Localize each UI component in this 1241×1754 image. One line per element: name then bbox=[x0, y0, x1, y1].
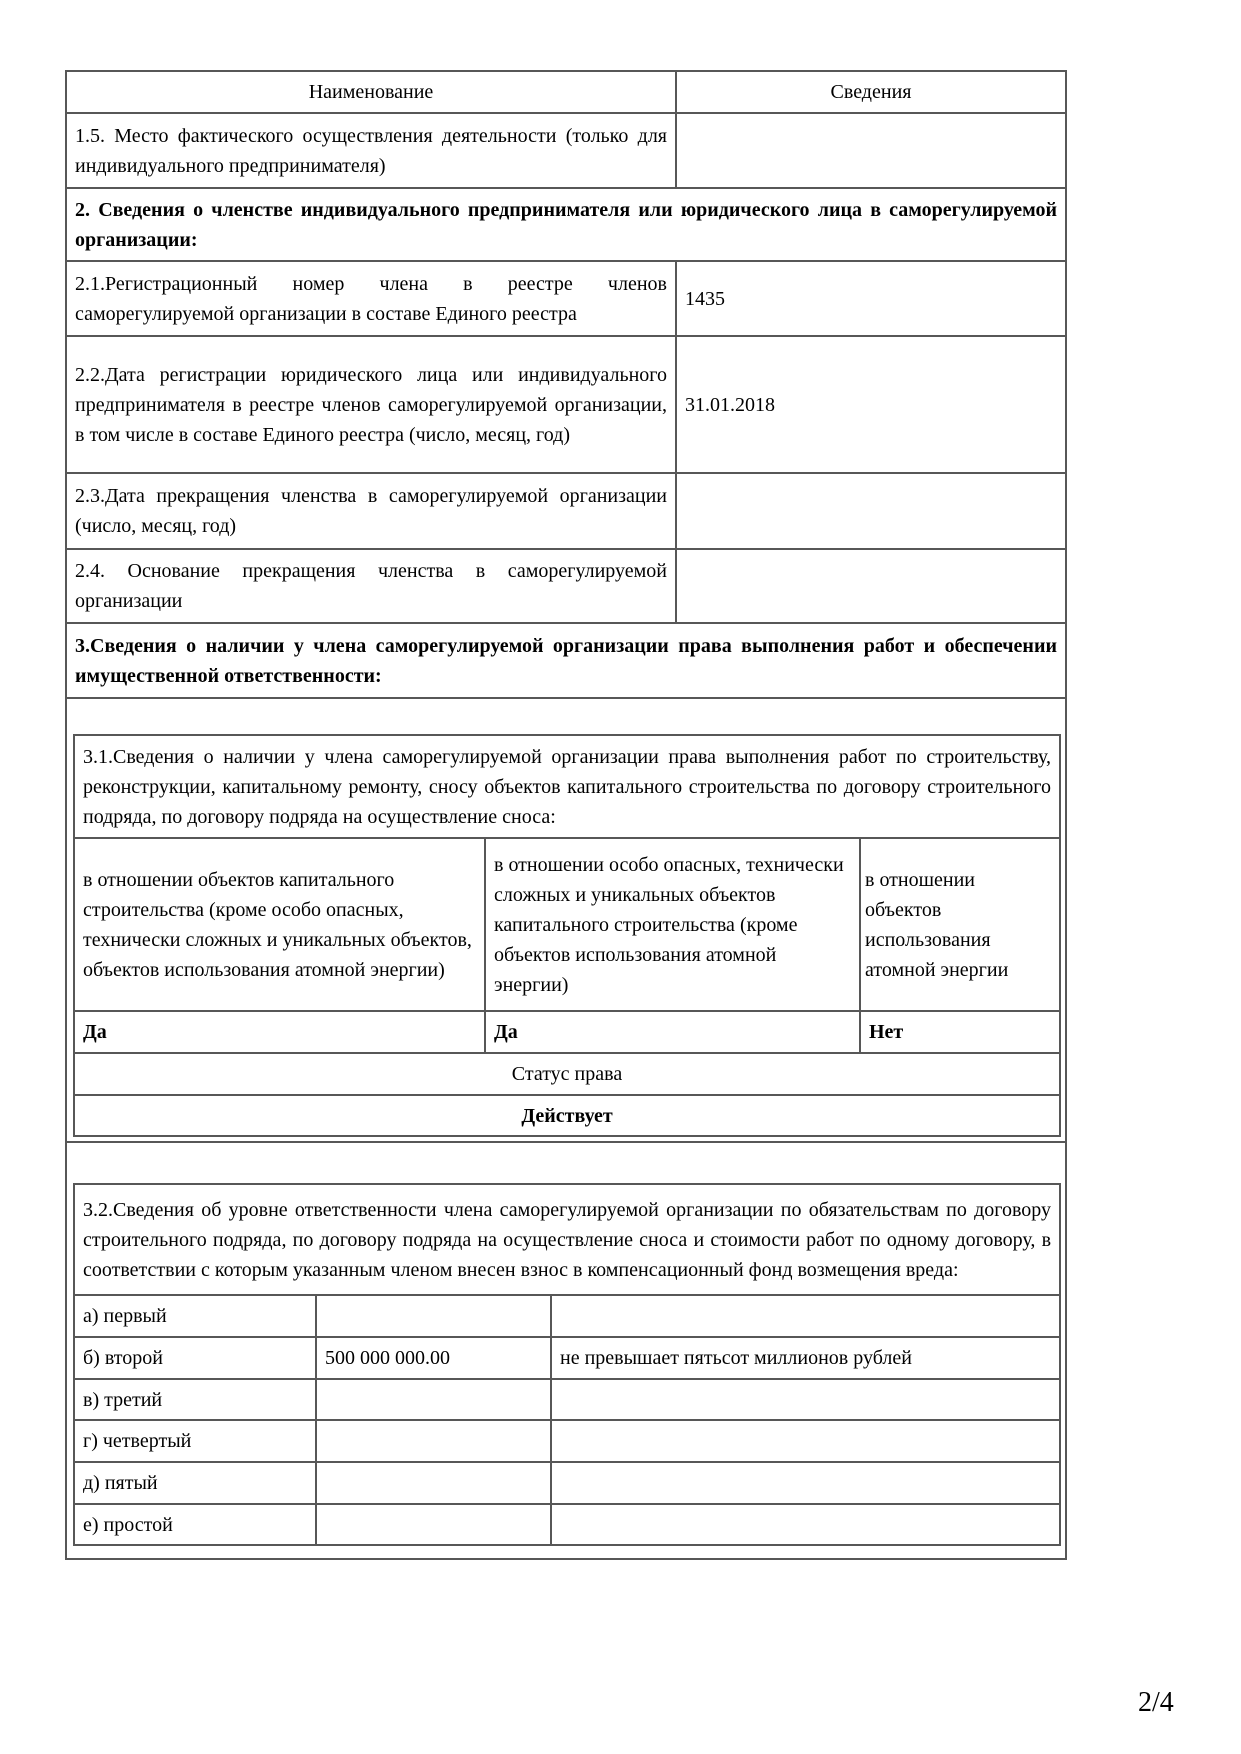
block-3-2-intro: 3.2.Сведения об уровне ответственности члена саморегулируемой организации по обязательствам по договору строительного подряда, по договору подряда на осуществление сноса и стоимости работ по одному договору, в соответствии с которым указанным членом внесен взнос в компенсационный фонд возмещения вреда: bbox=[74, 1184, 1060, 1295]
registry-document bbox=[65, 70, 1065, 1560]
level-2-label: б) второй bbox=[74, 1337, 316, 1379]
level-1-label: а) первый bbox=[74, 1295, 316, 1337]
level-row bbox=[74, 1504, 1060, 1545]
responsibility-table bbox=[73, 1183, 1061, 1546]
column-header-name: Наименование bbox=[66, 71, 676, 113]
level-5-amount bbox=[316, 1462, 551, 1504]
row-2-2-label: 2.2.Дата регистрации юридического лица или индивидуального предпринимателя в реестре членов саморегулируемой организации, в том числе в составе Единого реестра (число, месяц, год) bbox=[66, 336, 676, 473]
level-1-description bbox=[551, 1295, 1060, 1337]
row-2-4-label: 2.4. Основание прекращения членства в саморегулируемой организации bbox=[66, 549, 676, 623]
level-row bbox=[74, 1337, 1060, 1379]
level-4-label: г) четвертый bbox=[74, 1420, 316, 1462]
rights-col1-value: Да bbox=[74, 1011, 485, 1053]
level-1-amount bbox=[316, 1295, 551, 1337]
level-row bbox=[74, 1295, 1060, 1337]
right-status-label-row bbox=[74, 1053, 1060, 1095]
level-2-amount: 500 000 000.00 bbox=[316, 1337, 551, 1379]
row-2-3-label: 2.3.Дата прекращения членства в саморегулируемой организации (число, месяц, год) bbox=[66, 473, 676, 549]
rights-table bbox=[73, 734, 1061, 1137]
rights-col3-header: в отношении объектов использования атомной энергии bbox=[860, 838, 1060, 1011]
table-row bbox=[66, 261, 1066, 336]
table-row bbox=[66, 336, 1066, 473]
block-3-1-row bbox=[66, 698, 1066, 1142]
level-4-amount bbox=[316, 1420, 551, 1462]
section-3-title: 3.Сведения о наличии у члена саморегулируемой организации права выполнения работ и обеспечении имущественной ответственности: bbox=[66, 623, 1066, 698]
block-3-2-row bbox=[66, 1142, 1066, 1559]
row-2-1-label: 2.1.Регистрационный номер члена в реестре членов саморегулируемой организации в составе Единого реестра bbox=[66, 261, 676, 336]
level-6-description bbox=[551, 1504, 1060, 1545]
row-2-2-value: 31.01.2018 bbox=[676, 336, 1066, 473]
right-status-value: Действует bbox=[74, 1095, 1060, 1136]
level-2-description: не превышает пятьсот миллионов рублей bbox=[551, 1337, 1060, 1379]
row-1-5-label: 1.5. Место фактического осуществления деятельности (только для индивидуального предпринимателя) bbox=[66, 113, 676, 188]
level-5-label: д) пятый bbox=[74, 1462, 316, 1504]
right-status-value-row bbox=[74, 1095, 1060, 1136]
row-2-3-value bbox=[676, 473, 1066, 549]
level-3-amount bbox=[316, 1379, 551, 1420]
level-3-label: в) третий bbox=[74, 1379, 316, 1420]
row-2-1-value: 1435 bbox=[676, 261, 1066, 336]
page-number: 2/4 bbox=[1138, 1687, 1174, 1718]
registry-table bbox=[65, 70, 1067, 1560]
level-5-description bbox=[551, 1462, 1060, 1504]
level-6-label: е) простой bbox=[74, 1504, 316, 1545]
level-row bbox=[74, 1420, 1060, 1462]
rights-col2-header: в отношении особо опасных, технически сложных и уникальных объектов капитального строительства (кроме объектов использования атомной энергии) bbox=[485, 838, 860, 1011]
section-2-title: 2. Сведения о членстве индивидуального предпринимателя или юридического лица в саморегулируемой организации: bbox=[66, 188, 1066, 261]
table-row bbox=[66, 113, 1066, 188]
column-header-info: Сведения bbox=[676, 71, 1066, 113]
table-row bbox=[66, 549, 1066, 623]
block-3-1-intro: 3.1.Сведения о наличии у члена саморегулируемой организации права выполнения работ по строительству, реконструкции, капитальному ремонту, сносу объектов капитального строительства по договору строительного подряда, по договору подряда на осуществление сноса: bbox=[74, 735, 1060, 838]
rights-col3-value: Нет bbox=[860, 1011, 1060, 1053]
row-2-4-value bbox=[676, 549, 1066, 623]
section-2-row bbox=[66, 188, 1066, 261]
level-6-amount bbox=[316, 1504, 551, 1545]
section-3-row bbox=[66, 623, 1066, 698]
level-3-description bbox=[551, 1379, 1060, 1420]
rights-col1-header: в отношении объектов капитального строительства (кроме особо опасных, технически сложных и уникальных объектов, объектов использования атомной энергии) bbox=[74, 838, 485, 1011]
rights-values-row bbox=[74, 1011, 1060, 1053]
block-3-2-intro-row bbox=[74, 1184, 1060, 1295]
right-status-label: Статус права bbox=[74, 1053, 1060, 1095]
level-row bbox=[74, 1379, 1060, 1420]
block-3-1-intro-row bbox=[74, 735, 1060, 838]
block-3-1-container bbox=[66, 698, 1066, 1142]
block-3-2-container bbox=[66, 1142, 1066, 1559]
row-1-5-value bbox=[676, 113, 1066, 188]
rights-col2-value: Да bbox=[485, 1011, 860, 1053]
table-header-row bbox=[66, 71, 1066, 113]
table-row bbox=[66, 473, 1066, 549]
rights-header-row bbox=[74, 838, 1060, 1011]
level-row bbox=[74, 1462, 1060, 1504]
level-4-description bbox=[551, 1420, 1060, 1462]
